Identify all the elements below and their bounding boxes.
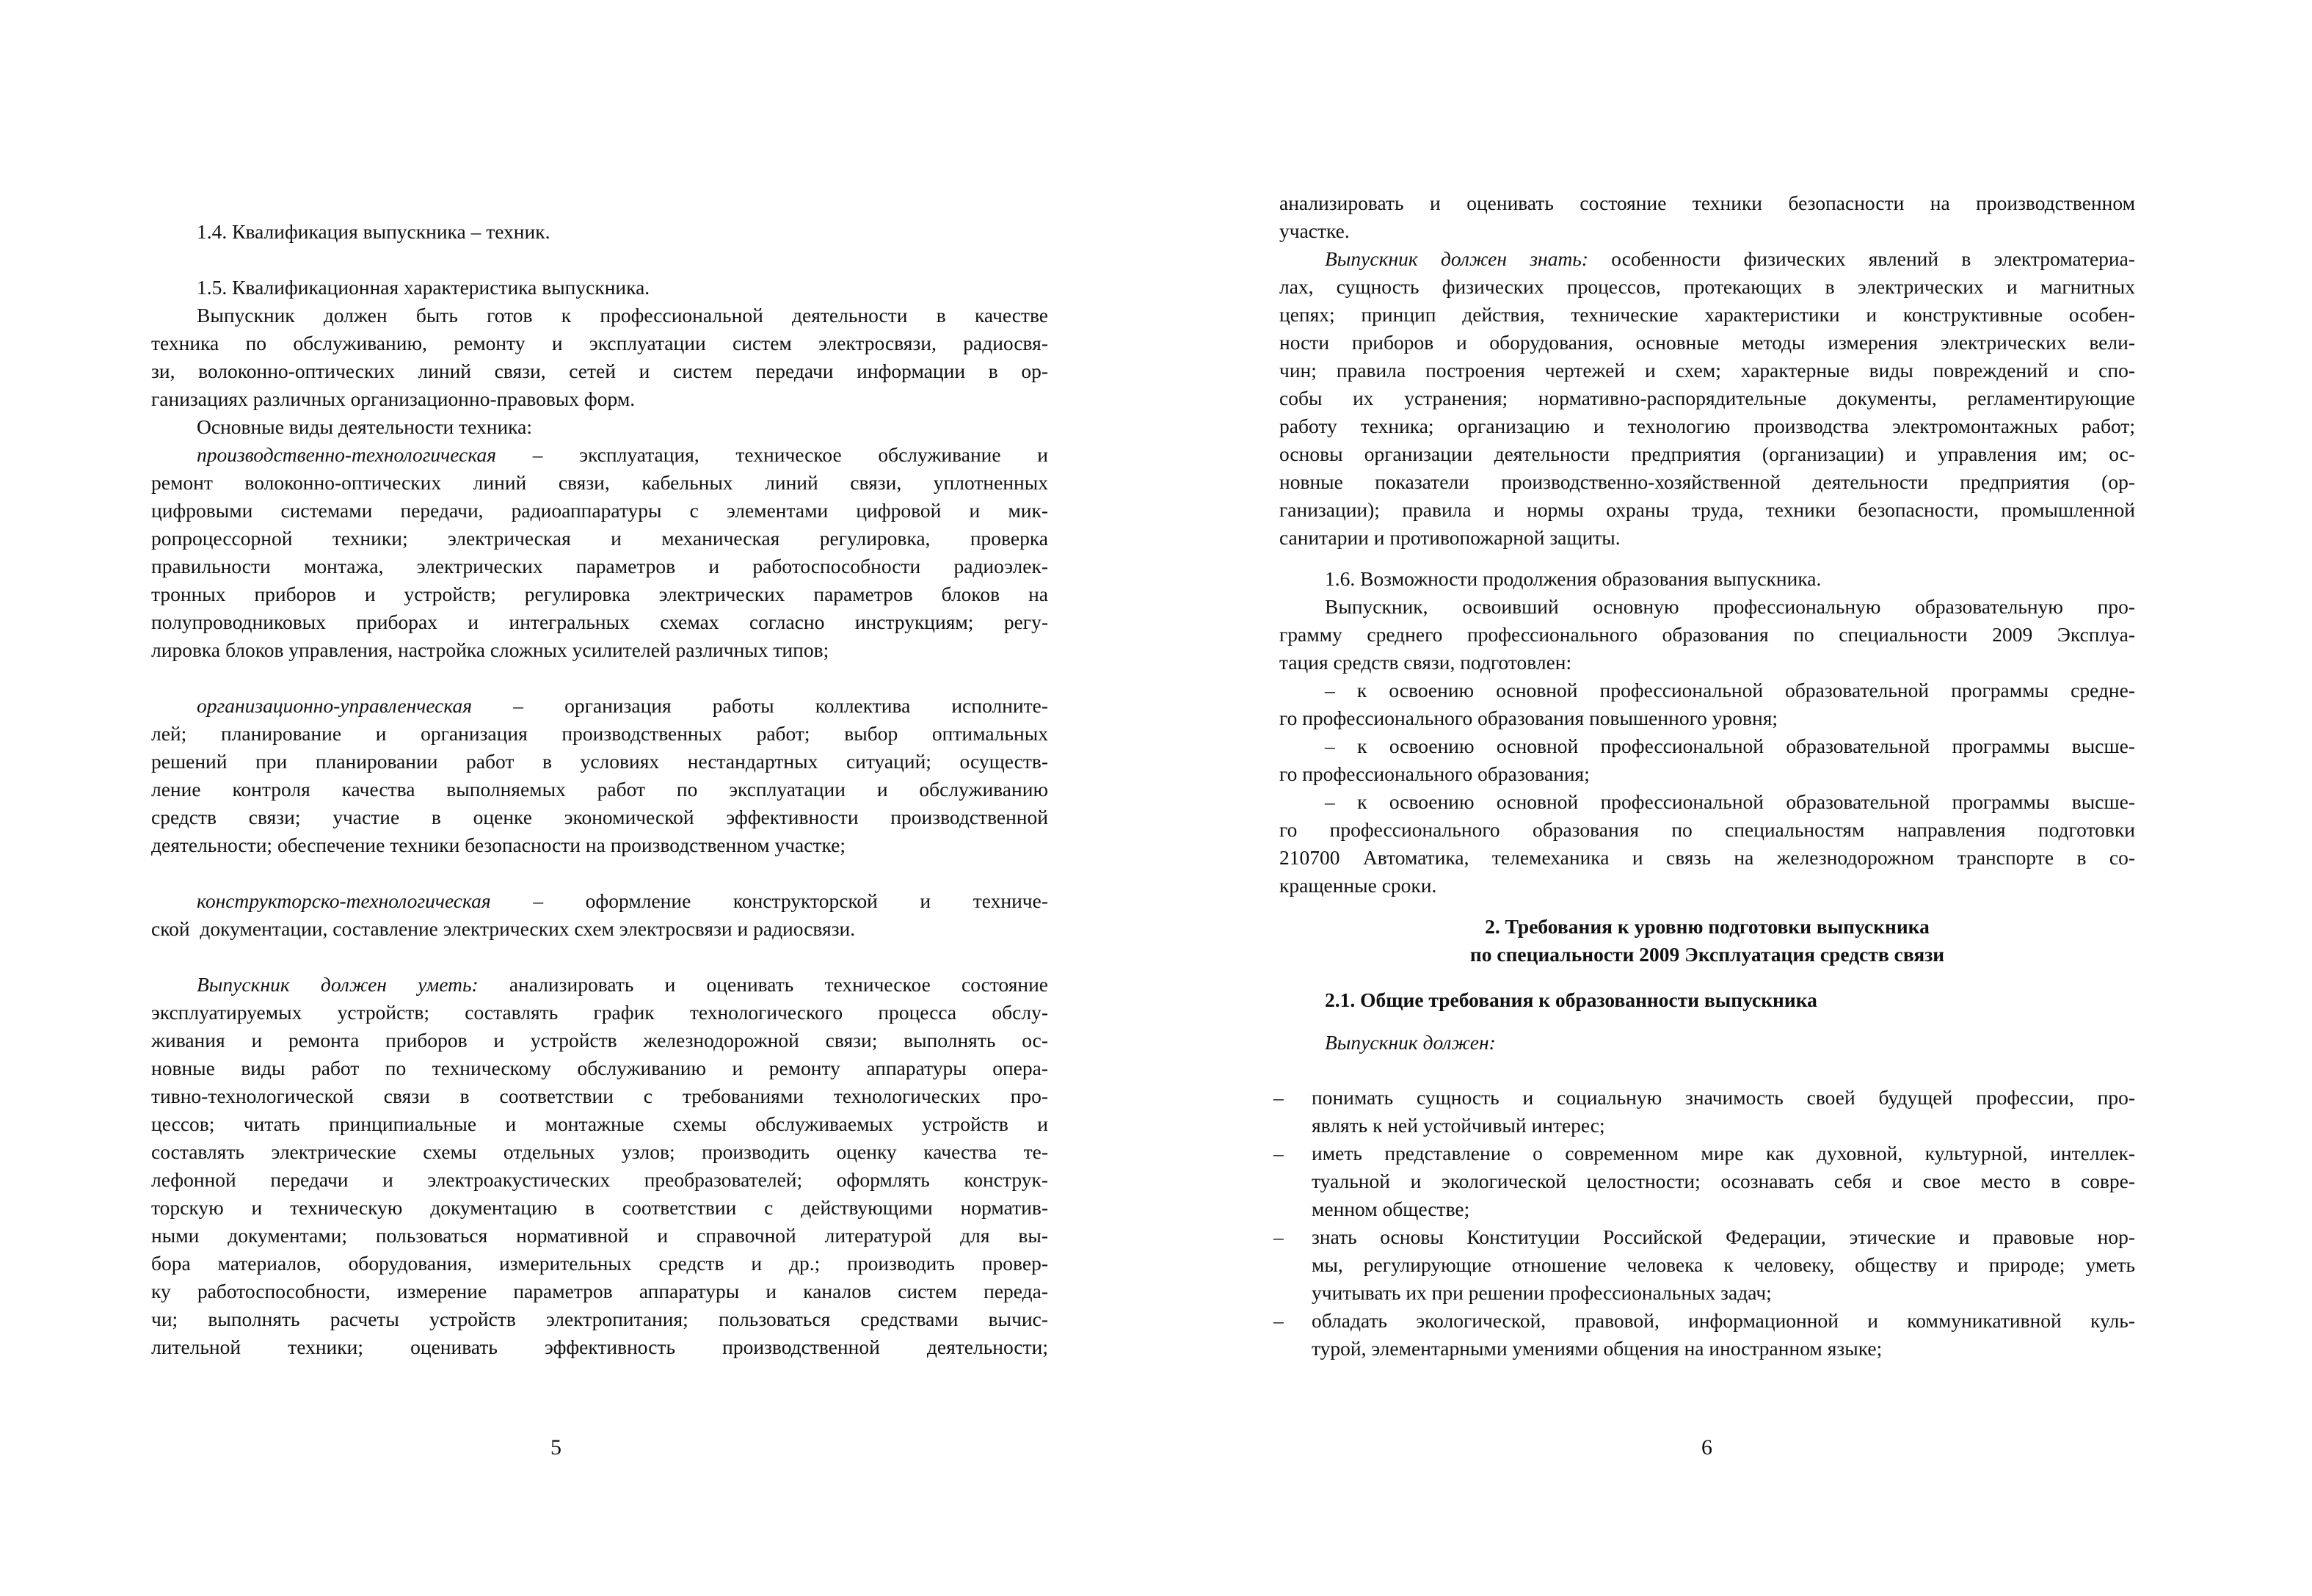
text-line: лительной техники; оценивать эффективность производственной деятельности; [151, 1336, 1048, 1358]
text-line: 1.4. Квалификация выпускника – техник. [197, 220, 550, 243]
text-line: живания и ремонта приборов и устройств железнодорожной связи; выполнять ос- [151, 1029, 1048, 1052]
text-line: ление контроля качества выполняемых работ по эксплуатации и обслуживанию [151, 778, 1048, 801]
text-line: 1.5. Квалификационная характеристика выпускника. [197, 276, 650, 299]
section-heading: 2. Требования к уровню подготовки выпускника [1485, 915, 1930, 938]
text-line: техника по обслуживанию, ремонту и эксплуатации систем электросвязи, радиосвя- [151, 332, 1048, 354]
text-line: лировка блоков управления, настройка сложных усилителей различных типов; [151, 638, 829, 661]
subsection-heading: 2.1. Общие требования к образованности выпускника [1325, 988, 1817, 1011]
text-line: ганизации); правила и нормы охраны труда, техники безопасности, промышленной [1279, 498, 2135, 521]
text-line: чи; выполнять расчеты устройств электропитания; пользоваться средствами вычис- [151, 1308, 1048, 1330]
text-line: новные виды работ по техническому обслуживанию и ремонту аппаратуры опера- [151, 1057, 1048, 1079]
text-line: участке. [1279, 219, 1350, 242]
text-line: тивно-технологической связи в соответствии с требованиями технологических про- [151, 1085, 1048, 1107]
text-line: зи, волоконно-оптических линий связи, сетей и систем передачи информации в ор- [151, 360, 1048, 382]
text-line: деятельности; обеспечение техники безопасности на производственном участке; [151, 834, 846, 856]
text-line: средств связи; участие в оценке экономической эффективности производственной [151, 806, 1048, 828]
list-item-line: туальной и экологической целостности; осознавать себя и свое место в совре- [1312, 1170, 2135, 1192]
text-span: анализировать и оценивать техническое состояние [478, 973, 1049, 996]
text-line: Выпускник, освоивший основную профессиональную образовательную про- [1325, 595, 2135, 618]
text-line: го профессионального образования по специальностям направления подготовки [1279, 818, 2135, 841]
text-line: го профессионального образования; [1279, 762, 1590, 785]
list-item-line: понимать сущность и социальную значимость своей будущей профессии, про- [1312, 1086, 2135, 1109]
term-italic: Выпускник должен уметь: [197, 973, 479, 996]
list-item-line: знать основы Конституции Российской Федерации, этические и правовые нор- [1312, 1225, 2135, 1248]
text-line: ку работоспособности, измерение параметров аппаратуры и каналов систем переда- [151, 1280, 1048, 1302]
text-line: кращенные сроки. [1279, 874, 1437, 897]
text-line: собы их устранения; нормативно-распорядительные документы, регламентирующие [1279, 387, 2135, 409]
text-line: цифровыми системами передачи, радиоаппаратуры с элементами цифровой и мик- [151, 499, 1048, 522]
text-line: анализировать и оценивать состояние техники безопасности на производственном [1279, 192, 2135, 214]
text-line: бора материалов, оборудования, измерительных средств и др.; производить провер- [151, 1252, 1048, 1275]
text-line: тронных приборов и устройств; регулировка электрических параметров блоков на [151, 583, 1048, 605]
list-bullet: – [1273, 1225, 1284, 1248]
text-line [1325, 245, 2135, 273]
term-italic: конструкторско-технологическая [197, 889, 491, 912]
list-bullet: – [1273, 1142, 1284, 1165]
term-italic: производственно-технологическая [197, 443, 497, 466]
list-item-line: учитывать их при решении профессиональных задач; [1312, 1281, 1772, 1304]
text-line: чин; правила построения чертежей и схем; характерные виды повреждений и спо- [1279, 359, 2135, 382]
text-line: 210700 Автоматика, телемеханика и связь на железнодорожном транспорте в со- [1279, 846, 2135, 869]
list-item-line: менном обществе; [1312, 1198, 1470, 1220]
text-line: решений при планировании работ в условиях нестандартных ситуаций; осуществ- [151, 750, 1048, 773]
text-line: ропроцессорной техники; электрическая и механическая регулировка, проверка [151, 527, 1048, 550]
list-item-line: мы, регулирующие отношение человека к человеку, обществу и природе; уметь [1312, 1253, 2135, 1276]
text-line: цессов; читать принципиальные и монтажные схемы обслуживаемых устройств и [151, 1112, 1048, 1135]
text-line: торскую и техническую документацию в соответствии с действующими норматив- [151, 1196, 1048, 1219]
text-line: ганизациях различных организационно-правовых форм. [151, 387, 636, 410]
list-item-line: являть к ней устойчивый интерес; [1312, 1114, 1605, 1137]
term-italic: Выпускник должен знать: [1325, 247, 1588, 270]
text-line: работу техника; организацию и технологию производства электромонтажных работ; [1279, 415, 2135, 437]
list-item-line: иметь представление о современном мире как духовной, культурной, интеллек- [1312, 1142, 2135, 1165]
list-item-line: обладать экологической, правовой, информационной и коммуникативной куль- [1312, 1309, 2135, 1332]
text-line: – к освоению основной профессиональной образовательной программы высше- [1325, 735, 2135, 757]
term-italic: организационно-управленческая [197, 694, 473, 717]
text-line: тация средств связи, подготовлен: [1279, 651, 1572, 674]
text-line: Выпускник должен быть готов к профессиональной деятельности в качестве [197, 304, 1048, 327]
list-bullet: – [1273, 1086, 1284, 1109]
text-line: лефонной передачи и электроакустических преобразователей; оформлять конструк- [151, 1168, 1048, 1191]
text-span: – оформление конструкторской и техниче- [490, 889, 1048, 912]
text-span: особенности физических явлений в электроматериа- [1588, 247, 2135, 270]
page-number: 6 [1701, 1435, 1712, 1460]
text-line [1325, 1029, 2181, 1057]
text-line: цепях; принцип действия, технические характеристики и конструктивные особен- [1279, 303, 2135, 326]
text-line: полупроводниковых приборах и интегральных схемах согласно инструкциям; регу- [151, 611, 1048, 633]
text-line: го профессионального образования повышенного уровня; [1279, 707, 1778, 729]
text-line: – к освоению основной профессиональной образовательной программы высше- [1325, 790, 2135, 813]
text-line: – к освоению основной профессиональной образовательной программы средне- [1325, 679, 2135, 702]
text-line: 1.6. Возможности продолжения образования выпускника. [1325, 567, 1822, 590]
text-line: грамму среднего профессионального образования по специальности 2009 Эксплуа- [1279, 623, 2135, 646]
text-line: основы организации деятельности предприятия (организации) и управления им; ос- [1279, 442, 2135, 465]
text-span: – эксплуатация, техническое обслуживание и [496, 443, 1048, 466]
text-line: эксплуатируемых устройств; составлять график технологического процесса обслу- [151, 1001, 1048, 1024]
term-italic: Выпускник должен: [1325, 1031, 1496, 1054]
text-line: Основные виды деятельности техника: [197, 415, 532, 438]
text-line: лах, сущность физических процессов, протекающих в электрических и магнитных [1279, 275, 2135, 298]
text-line: правильности монтажа, электрических параметров и работоспособности радиоэлек- [151, 555, 1048, 577]
text-line: новные показатели производственно-хозяйственной деятельности предприятия (ор- [1279, 470, 2135, 493]
section-heading: по специальности 2009 Эксплуатация средств связи [1469, 943, 1945, 966]
text-span: – организация работы коллектива исполните- [472, 694, 1048, 717]
text-line: лей; планирование и организация производственных работ; выбор оптимальных [151, 722, 1048, 745]
text-line: ными документами; пользоваться нормативной и справочной литературой для вы- [151, 1224, 1048, 1247]
page-number: 5 [550, 1435, 561, 1460]
text-line: ремонт волоконно-оптических линий связи, кабельных линий связи, уплотненных [151, 471, 1048, 494]
text-line: ности приборов и оборудования, основные методы измерения электрических вели- [1279, 331, 2135, 354]
text-line: ской документации, составление электрических схем электросвязи и радиосвязи. [151, 917, 856, 940]
text-line: санитарии и противопожарной защиты. [1279, 526, 1621, 549]
list-item-line: турой, элементарными умениями общения на иностранном языке; [1312, 1337, 1883, 1360]
text-line: составлять электрические схемы отдельных узлов; производить оценку качества те- [151, 1140, 1048, 1163]
list-bullet: – [1273, 1309, 1284, 1332]
